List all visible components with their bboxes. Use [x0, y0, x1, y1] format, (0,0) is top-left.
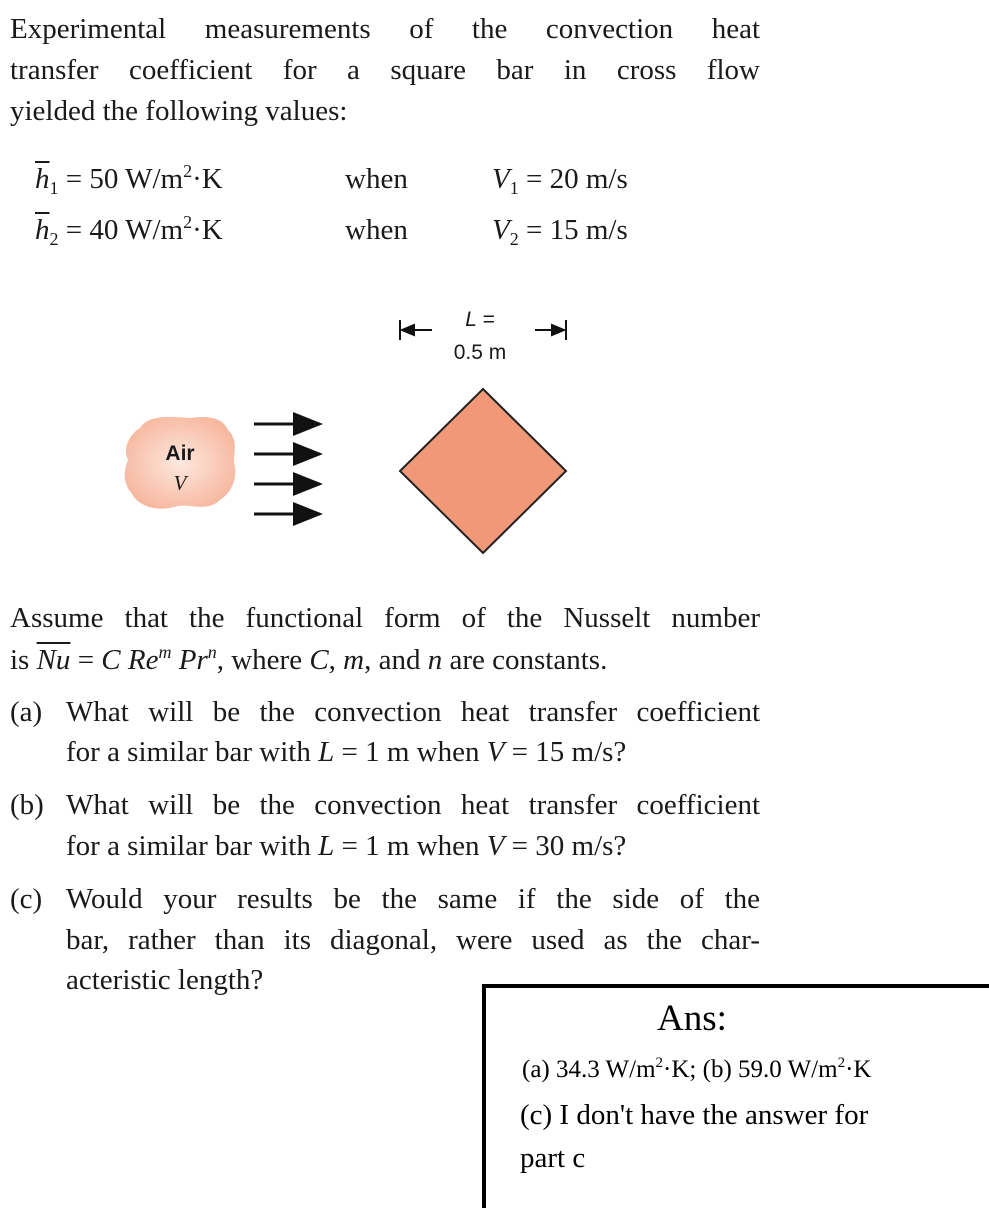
- exponent: 2: [837, 1055, 846, 1071]
- answer-ab: [522, 1055, 871, 1085]
- v-symbol: V: [492, 214, 510, 246]
- question-line-2: [66, 829, 626, 863]
- h2-value: [35, 213, 223, 247]
- dimension-label-top: [455, 308, 505, 332]
- text: = 30 m/s?: [504, 830, 627, 862]
- question-line-3: acteristic length?: [66, 964, 264, 996]
- air-label: Air: [165, 442, 195, 465]
- text: is: [10, 644, 37, 676]
- text: = 1 m when: [334, 736, 487, 768]
- n-symbol: n: [427, 644, 443, 676]
- assume-line-1: Assume that the functional form of the Nusselt number: [10, 602, 760, 634]
- text: for a similar bar with: [66, 736, 319, 768]
- c-symbol: C: [309, 644, 329, 676]
- text: =: [70, 644, 102, 676]
- square-bar: [400, 389, 566, 553]
- v-symbol: V: [486, 830, 505, 862]
- text: for a similar bar with: [66, 830, 319, 862]
- l-symbol: L: [318, 830, 335, 862]
- exponent: 2: [655, 1055, 664, 1071]
- v1-value: [492, 162, 628, 196]
- question-line-1: What will be the convection heat transfer coefficient: [66, 789, 760, 821]
- assume-line-2: [10, 643, 760, 677]
- intro-line-1: Experimental measurements of the convection heat: [10, 13, 760, 45]
- question-label: (b): [10, 789, 44, 821]
- c-symbol: C: [101, 644, 121, 676]
- h-symbol: $\overline{h}$: [35, 214, 50, 246]
- dimension-label-bottom: 0.5 m: [453, 341, 507, 364]
- v-number: = 20 m/s: [525, 163, 628, 195]
- v-symbol: V: [492, 163, 510, 195]
- n-exponent: n: [207, 642, 217, 662]
- text: = 15 m/s?: [504, 736, 627, 768]
- h-number: = 40 W/m: [65, 214, 184, 246]
- when-label: when: [345, 163, 408, 195]
- v2-value: [492, 213, 628, 247]
- answer-c-line-1: (c) I don't have the answer for: [520, 1099, 869, 1131]
- cross-flow-figure: [0, 290, 620, 580]
- h-number: = 50 W/m: [65, 163, 184, 195]
- h-subscript: 2: [49, 229, 59, 249]
- unit-tail: ·K: [192, 214, 223, 246]
- question-line-2: [66, 735, 626, 769]
- m-symbol: m: [343, 644, 365, 676]
- pr-symbol: Pr: [171, 644, 208, 676]
- h-symbol: $\overline{h}$: [35, 163, 50, 195]
- v-subscript: 1: [509, 178, 519, 198]
- v-subscript: 2: [509, 229, 519, 249]
- h-subscript: 1: [49, 178, 59, 198]
- exponent: 2: [183, 212, 193, 232]
- answer-c-line-2: part c: [520, 1142, 586, 1174]
- text: ·K; (b) 59.0 W/m: [663, 1056, 838, 1083]
- nusselt-symbol: $\overline{Nu}$: [36, 644, 71, 676]
- intro-line-3: yielded the following values:: [10, 95, 348, 127]
- answer-title: Ans:: [657, 998, 727, 1039]
- text: (a) 34.3 W/m: [522, 1056, 656, 1083]
- when-label: when: [345, 214, 408, 246]
- text: , and: [364, 644, 428, 676]
- exponent: 2: [183, 161, 193, 181]
- question-line-1: Would your results be the same if the side of the: [66, 883, 760, 915]
- question-line-2: bar, rather than its diagonal, were used as the char-: [66, 924, 760, 956]
- re-symbol: Re: [120, 644, 159, 676]
- unit-tail: ·K: [192, 163, 223, 195]
- m-exponent: m: [158, 642, 172, 662]
- text: ,: [328, 644, 344, 676]
- v-number: = 15 m/s: [525, 214, 628, 246]
- question-label: (a): [10, 696, 43, 728]
- question-line-1: What will be the convection heat transfer coefficient: [66, 696, 760, 728]
- v-symbol: V: [486, 736, 505, 768]
- flow-arrows: [254, 424, 320, 514]
- velocity-label: [150, 471, 210, 495]
- text: , where: [216, 644, 310, 676]
- text: = 1 m when: [334, 830, 487, 862]
- intro-line-2: transfer coefficient for a square bar in cross flow: [10, 54, 760, 86]
- h1-value: [35, 162, 223, 196]
- l-symbol: L: [318, 736, 335, 768]
- text: are constants.: [442, 644, 608, 676]
- question-label: (c): [10, 883, 43, 915]
- text: ·K: [845, 1056, 872, 1083]
- velocity-symbol: V: [173, 471, 187, 495]
- dimension-l: L =: [465, 308, 495, 331]
